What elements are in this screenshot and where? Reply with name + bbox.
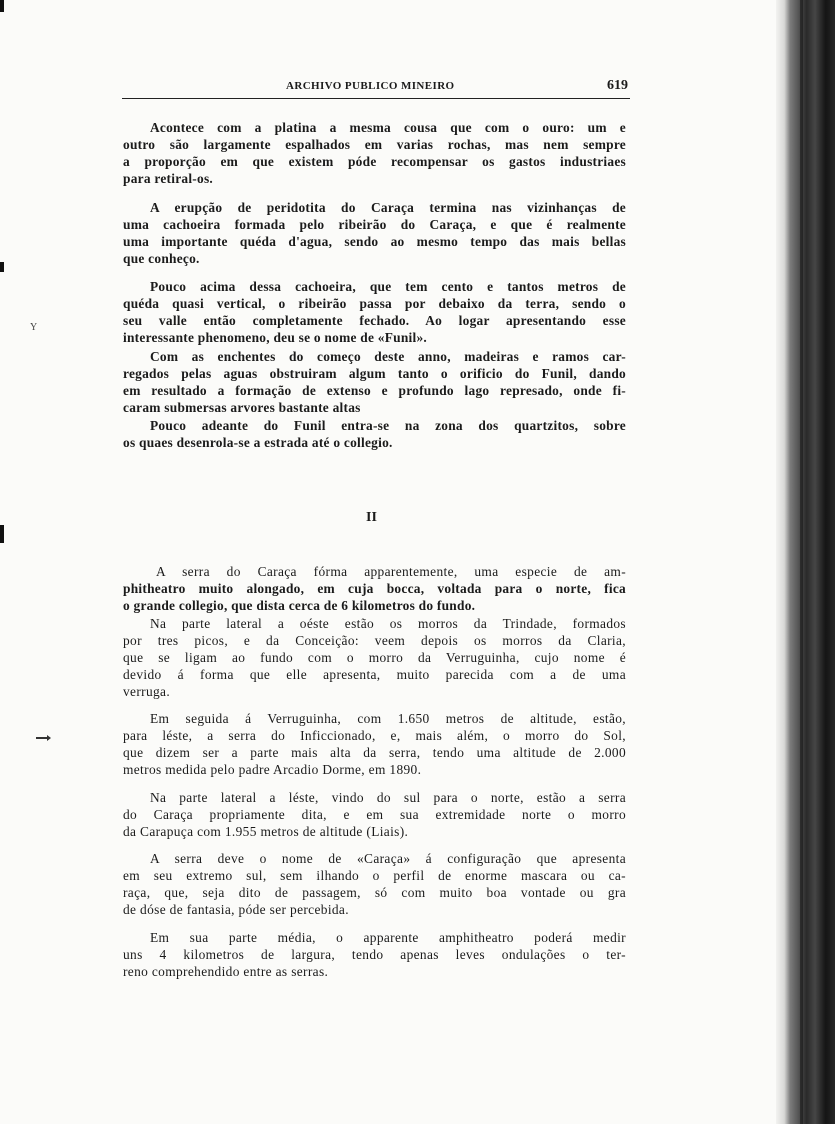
text-line: da Carapuça com 1.955 metros de altitude (Liais). — [123, 824, 409, 839]
text-line: quéda quasi vertical, o ribeirão passa por debaixo da terra, sendo o — [123, 296, 626, 311]
running-head: ARCHIVO PUBLICO MINEIRO — [286, 80, 455, 92]
text-line: uma importante quéda d'agua, sendo ao mesmo tempo das mais bellas — [123, 234, 626, 249]
text-line: Na parte lateral a léste, vindo do sul para o norte, estão a serra — [150, 790, 626, 805]
text-line: em seu extremo sul, sem ilhando o perfil de enorme mascara ou ca- — [123, 868, 626, 883]
text-line: metros medida pelo padre Arcadio Dorme, em 1890. — [123, 762, 422, 777]
text-line: em resultado a formação de extenso e profundo lago represado, onde fi- — [123, 383, 626, 398]
page-edge-mark — [0, 262, 4, 272]
text-line: verruga. — [123, 684, 171, 699]
text-line: o grande collegio, que dista cerca de 6 kilometros do fundo. — [123, 598, 476, 613]
book-binding-edge — [776, 0, 835, 1124]
text-line: de dóse de fantasia, póde ser percebida. — [123, 902, 349, 917]
text-line: Em sua parte média, o apparente amphitheatro poderá medir — [150, 930, 626, 945]
text-line: outro são largamente espalhados em varias rochas, mas nem sempre — [123, 137, 626, 152]
text-line: do Caraça propriamente dita, e em sua extremidade norte o morro — [123, 807, 626, 822]
text-line: para léste, a serra do Inficcionado, e, mais além, o morro do Sol, — [123, 728, 626, 743]
text-line: que se ligam ao fundo com o morro da Verruguinha, cujo nome é — [123, 650, 626, 665]
text-line: devido á forma que elle apresenta, muito parecida com a de uma — [123, 667, 626, 682]
text-line: interessante phenomeno, deu se o nome de «Funil». — [123, 330, 428, 345]
text-line: Pouco adeante do Funil entra-se na zona dos quartzitos, sobre — [150, 418, 626, 433]
text-line: regados pelas aguas obstruiram algum tanto o orificio do Funil, dando — [123, 366, 626, 381]
margin-arrow-icon — [36, 737, 48, 739]
text-line: caram submersas arvores bastante altas — [123, 400, 361, 415]
text-line: reno comprehendido entre as serras. — [123, 964, 329, 979]
text-line: A serra deve o nome de «Caraça» á configuração que apresenta — [150, 851, 626, 866]
text-line: seu valle então completamente fechado. Ao logar apresentando esse — [123, 313, 626, 328]
text-line: Acontece com a platina a mesma cousa que com o ouro: um e — [150, 120, 626, 135]
text-line: a proporção em que existem póde recompensar os gastos industriaes — [123, 154, 626, 169]
margin-note: Y — [30, 322, 38, 333]
text-line: raça, que, seja dito de passagem, só com muito boa vontade ou gra — [123, 885, 626, 900]
text-line: uma cachoeira formada pelo ribeirão do Caraça, e que é realmente — [123, 217, 626, 232]
page-header — [122, 78, 630, 99]
text-line: por tres picos, e da Conceição: veem depois os morros da Claria, — [123, 633, 626, 648]
text-line: os quaes desenrola-se a estrada até o collegio. — [123, 435, 393, 450]
text-line: A serra do Caraça fórma apparentemente, uma especie de am- — [156, 564, 626, 579]
text-line: para retiral-os. — [123, 171, 214, 186]
text-line: que conheço. — [123, 251, 200, 266]
page-number: 619 — [607, 78, 628, 93]
text-line: A erupção de peridotita do Caraça termina nas vizinhanças de — [150, 200, 626, 215]
text-line: uns 4 kilometros de largura, tendo apenas leves ondulações o ter- — [123, 947, 626, 962]
text-line: Na parte lateral a oéste estão os morros da Trindade, formados — [150, 616, 626, 631]
page-edge-mark — [0, 0, 4, 12]
text-line: Em seguida á Verruguinha, com 1.650 metros de altitude, estão, — [150, 711, 626, 726]
text-line: Com as enchentes do começo deste anno, madeiras e ramos car- — [150, 349, 626, 364]
section-number: II — [366, 510, 377, 525]
text-line: que dizem ser a parte mais alta da serra, tendo uma altitude de 2.000 — [123, 745, 626, 760]
page-edge-mark — [0, 525, 4, 543]
text-line: Pouco acima dessa cachoeira, que tem cento e tantos metros de — [150, 279, 626, 294]
text-line: phitheatro muito alongado, em cuja bocca, voltada para o norte, fica — [123, 581, 626, 596]
